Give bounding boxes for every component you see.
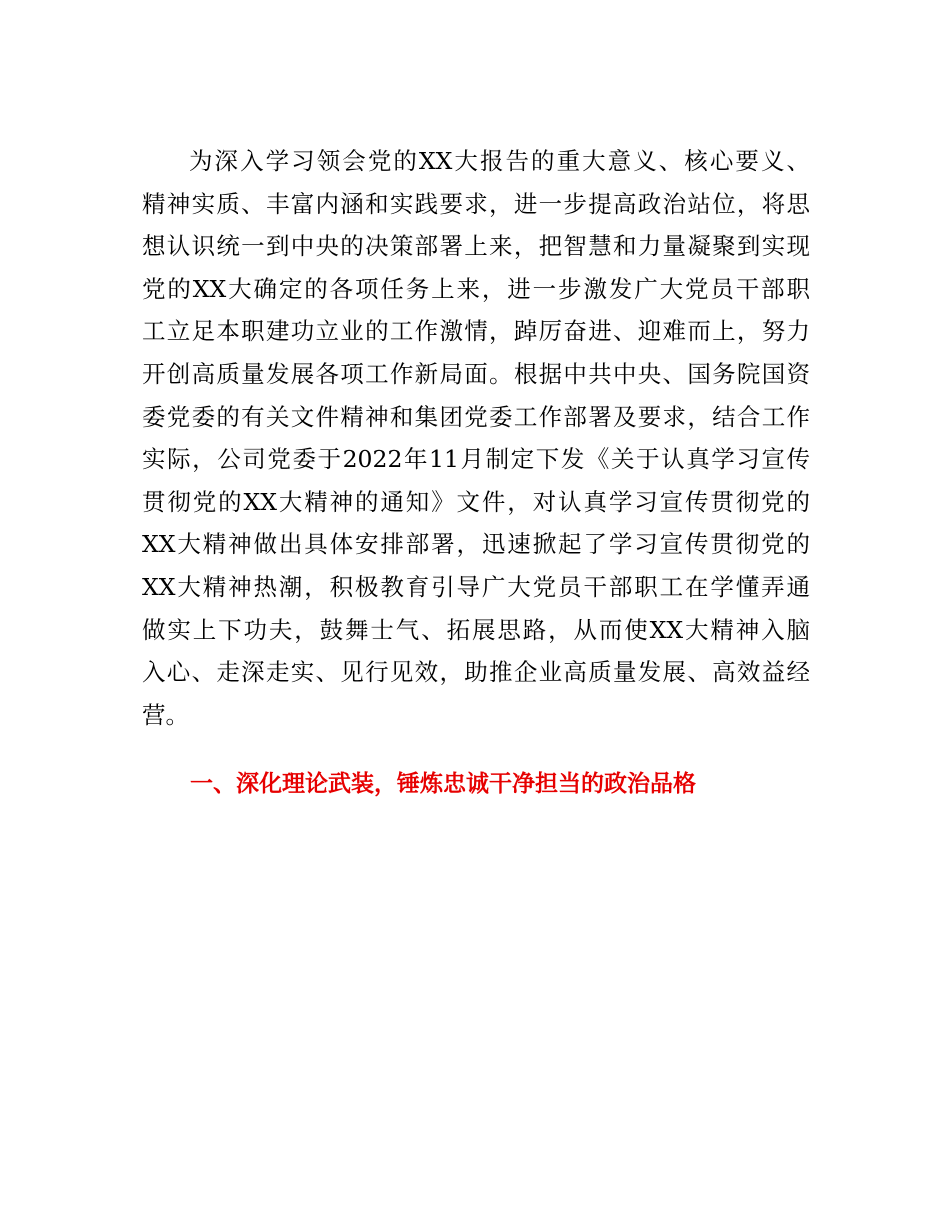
paragraph-line: 工立足本职建功立业的工作激情，踔厉奋进、迎难而上，努力 bbox=[142, 317, 810, 346]
section-heading: 一、深化理论武装，锤炼忠诚干净担当的政治品格 bbox=[190, 771, 696, 797]
paragraph-line: 营。 bbox=[142, 700, 189, 729]
paragraph-line: 入心、走深走实、见行见效，助推企业高质量发展、高效益经 bbox=[142, 658, 810, 687]
paragraph-line: XX大精神热潮，积极教育引导广大党员干部职工在学懂弄通 bbox=[142, 572, 810, 601]
paragraph-line: XX大精神做出具体安排部署，迅速掀起了学习宣传贯彻党的 bbox=[142, 530, 810, 559]
paragraph-line: 贯彻党的XX大精神的通知》文件，对认真学习宣传贯彻党的 bbox=[142, 487, 810, 516]
paragraph-line: 实际，公司党委于2022年11月制定下发《关于认真学习宣传 bbox=[142, 445, 810, 474]
paragraph-line: 为深入学习领会党的XX大报告的重大意义、核心要义、 bbox=[189, 147, 810, 175]
intro-paragraph bbox=[142, 140, 810, 736]
paragraph-line: 想认识统一到中央的决策部署上来，把智慧和力量凝聚到实现 bbox=[142, 232, 810, 261]
paragraph-line: 开创高质量发展各项工作新局面。根据中共中央、国务院国资 bbox=[142, 359, 810, 388]
paragraph-line: 党的XX大确定的各项任务上来，进一步激发广大党员干部职 bbox=[142, 274, 810, 303]
paragraph-line: 做实上下功夫，鼓舞士气、拓展思路，从而使XX大精神入脑 bbox=[142, 615, 810, 644]
paragraph-line: 精神实质、丰富内涵和实践要求，进一步提高政治站位，将思 bbox=[142, 189, 810, 218]
paragraph-line: 委党委的有关文件精神和集团党委工作部署及要求，结合工作 bbox=[142, 402, 810, 431]
